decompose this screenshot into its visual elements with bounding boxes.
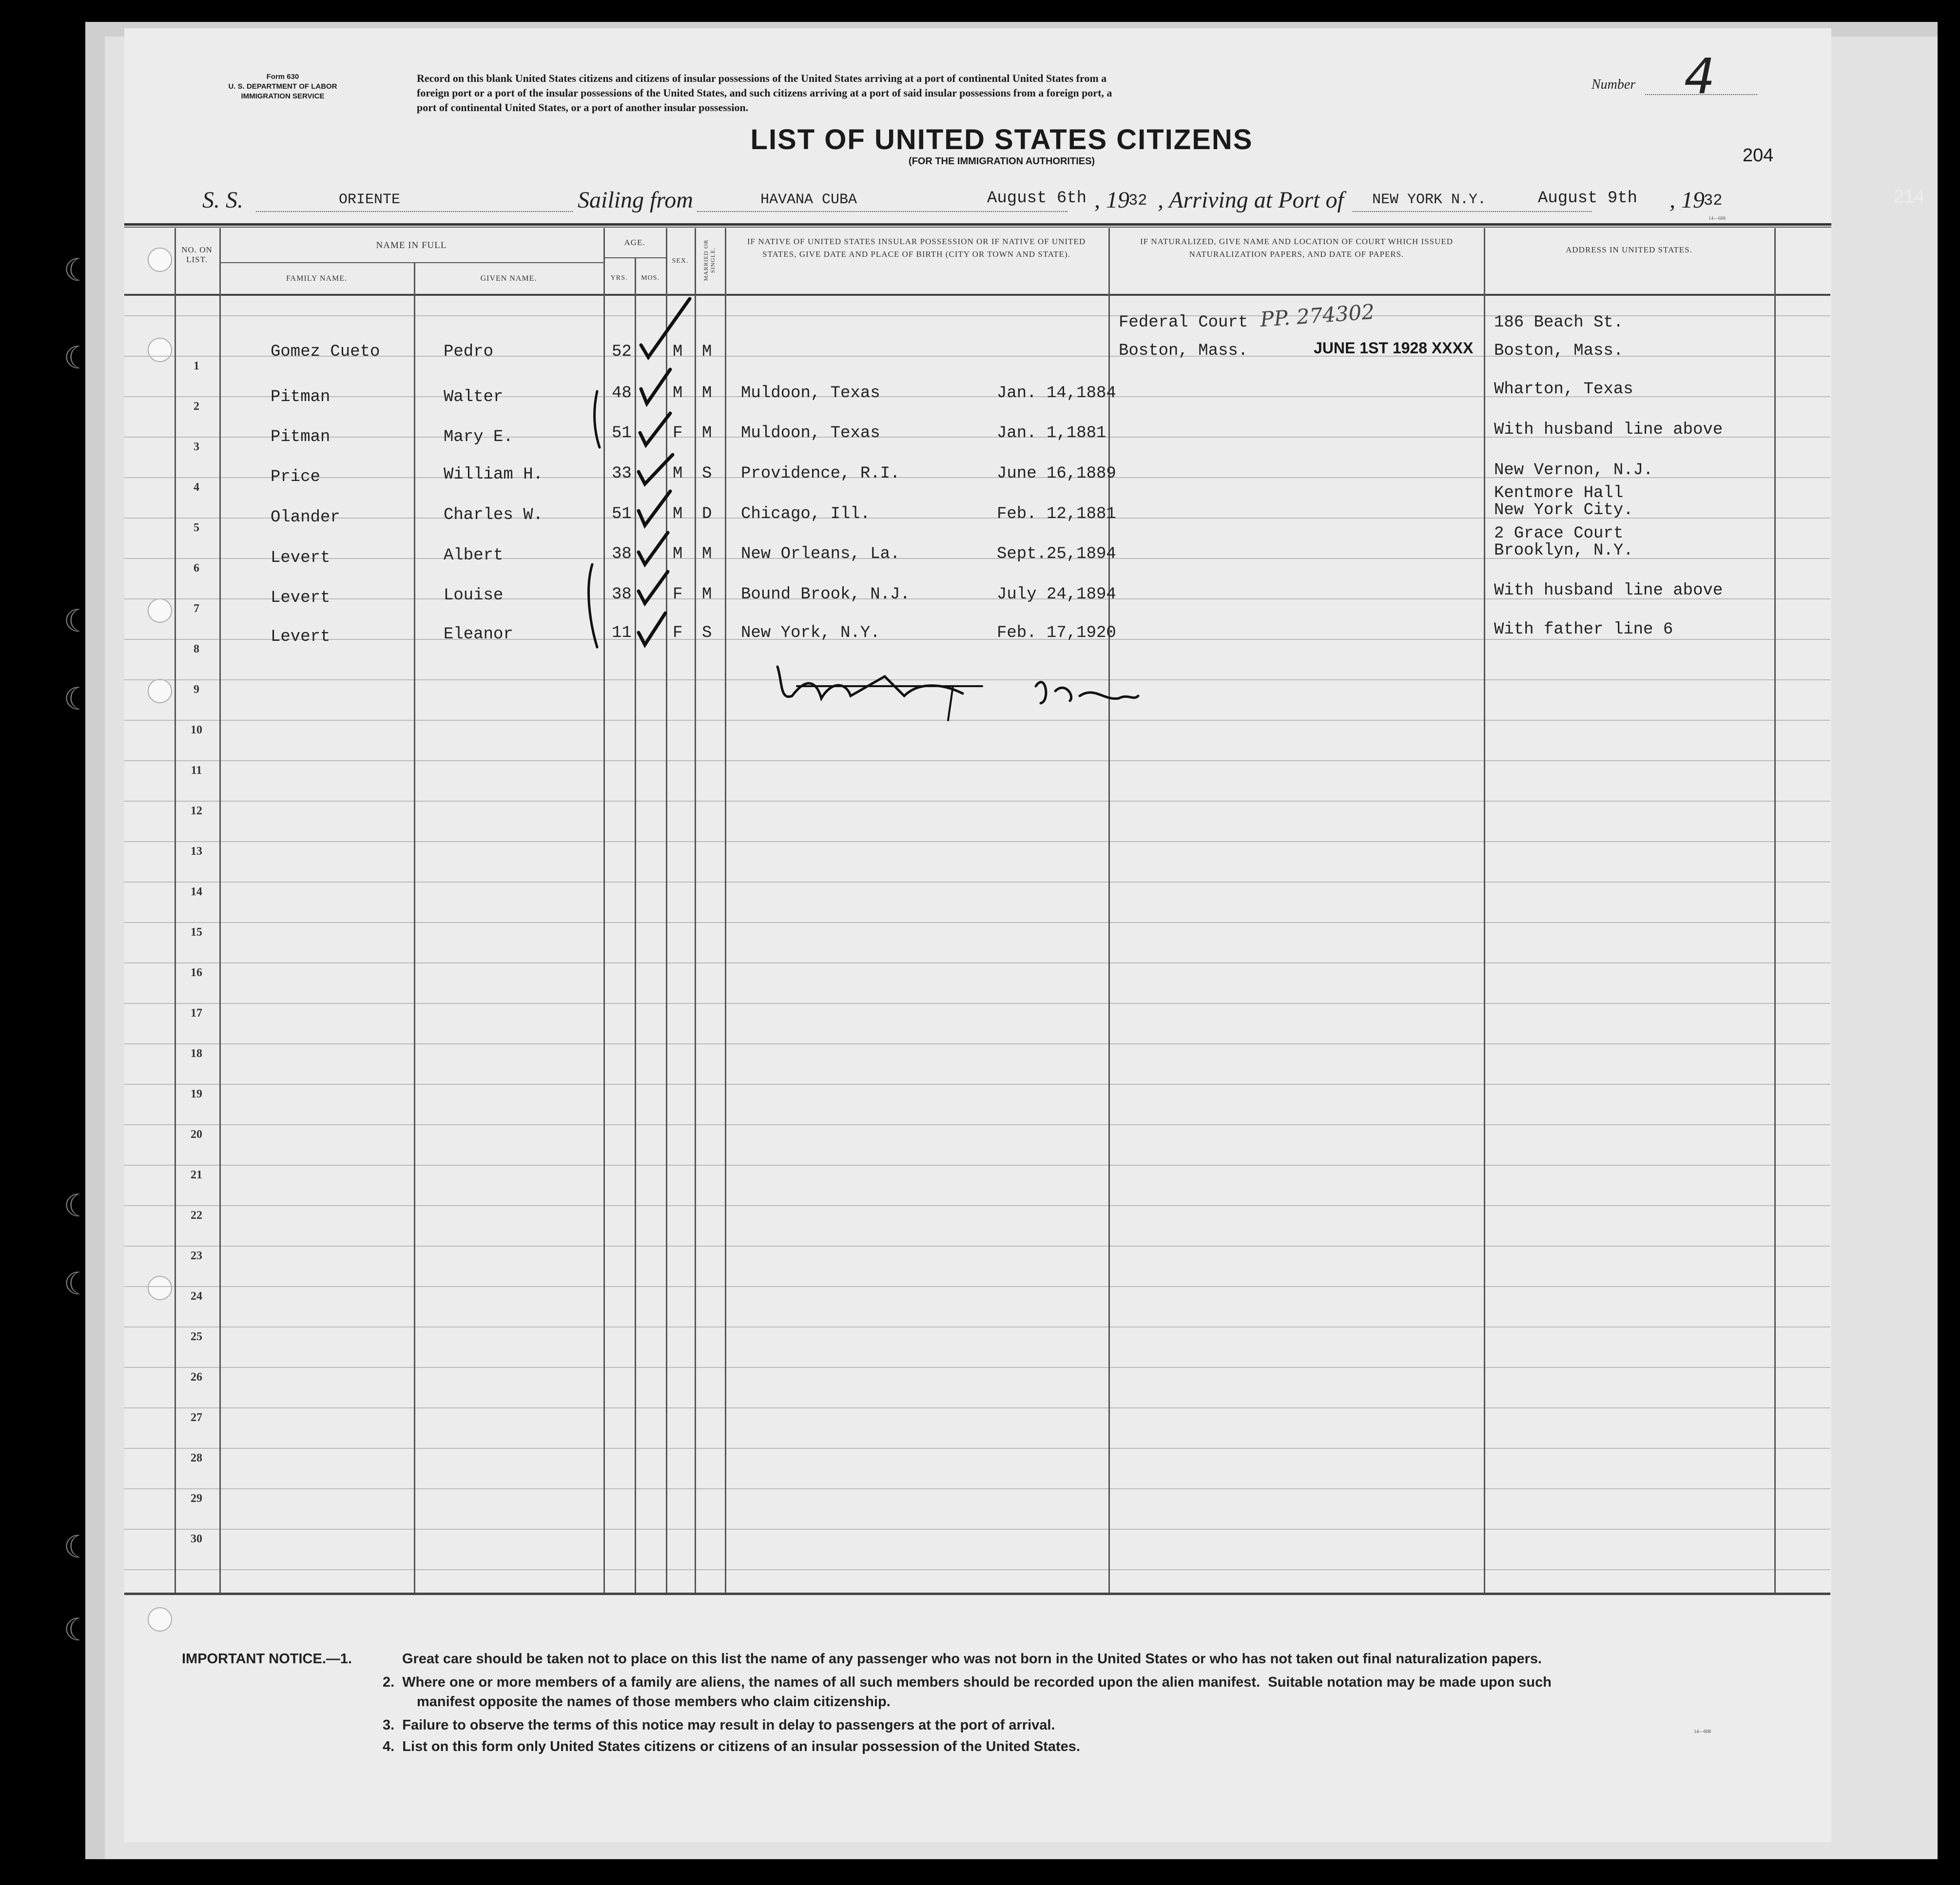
page-number: 204: [1743, 145, 1774, 166]
address-line-1: With husband line above: [1494, 581, 1723, 600]
age-years: 33: [612, 464, 632, 483]
row-rule: [124, 1003, 1830, 1004]
family-name: Levert: [271, 549, 330, 567]
address-line-1: Wharton, Texas: [1494, 380, 1633, 399]
notice-item-2-cont: manifest opposite the names of those members who claim citizenship.: [417, 1694, 891, 1710]
inspector-signature: [777, 667, 963, 698]
line-number: 11: [191, 764, 202, 777]
arriving-year-prefix: , 19: [1669, 187, 1705, 213]
table-bottom-rule: [124, 1593, 1830, 1595]
manifest-page: [63, 28, 1925, 1842]
sex: M: [673, 505, 683, 523]
binder-clip-icon: ☾: [63, 1266, 92, 1302]
family-name: Levert: [271, 589, 330, 607]
line-number: 14: [191, 885, 202, 898]
line-number: 1: [194, 360, 199, 372]
col-address: ADDRESS IN UNITED STATES.: [1566, 245, 1692, 254]
binder-clip-icon: ☾: [63, 1529, 92, 1565]
birth-date: Jan. 14,1884: [997, 384, 1116, 403]
birth-place: Bound Brook, N.J.: [741, 585, 910, 604]
row-rule: [124, 1569, 1830, 1570]
sailing-year: 32: [1128, 192, 1147, 210]
col-mos: MOS.: [641, 274, 660, 282]
given-name: Albert: [444, 546, 504, 565]
bracket-mark-icon: [595, 391, 600, 447]
binder-clip-icon: ☾: [63, 681, 92, 717]
check-mark-icon: [641, 299, 690, 357]
page-title: LIST OF UNITED STATES CITIZENS: [750, 124, 1253, 155]
age-years: 52: [612, 343, 632, 361]
binder-clip-icon: ☾: [63, 603, 92, 639]
age-years: 51: [612, 424, 632, 442]
line-number: 30: [191, 1533, 202, 1545]
row-rule: [124, 1246, 1830, 1247]
department-name: U. S. DEPARTMENT OF LABOR: [228, 82, 337, 91]
sailing-date: August 6th: [987, 189, 1087, 208]
handwriting-overlay: [124, 28, 1831, 759]
check-mark-icon: [640, 413, 670, 445]
naturalization-court: Federal Court: [1119, 313, 1248, 332]
col-yrs: YRS.: [610, 274, 628, 282]
line-number: 3: [194, 441, 199, 453]
naturalization-location: Boston, Mass.: [1119, 342, 1248, 360]
arriving-port: NEW YORK N.Y.: [1372, 192, 1487, 208]
birth-place: Providence, R.I.: [741, 464, 900, 483]
birth-date: Jan. 1,1881: [997, 424, 1106, 442]
age-years: 38: [612, 545, 632, 563]
line-number: 5: [194, 521, 199, 534]
family-name: Price: [271, 468, 321, 486]
sex: M: [673, 384, 683, 403]
birth-date: Feb. 12,1881: [997, 505, 1116, 523]
instructions-line: foreign port or a port of the insular possessions of the United States, and such citizens arriving at a port of said insular possessions from a foreign port, a: [417, 87, 1112, 99]
service-name: IMMIGRATION SERVICE: [241, 92, 325, 100]
line-number: 16: [191, 966, 202, 979]
check-mark-icon: [639, 491, 670, 525]
row-rule: [124, 1407, 1830, 1408]
row-rule: [124, 1205, 1830, 1206]
instructions-line: Record on this blank United States citizens and citizens of insular possessions of the United States arriving at a port of continental United States from a: [417, 72, 1107, 84]
birth-date: July 24,1894: [997, 585, 1116, 604]
number-label: Number: [1591, 77, 1636, 92]
row-rule: [124, 801, 1830, 802]
family-name: Pitman: [271, 388, 330, 406]
line-number: 10: [191, 724, 202, 736]
arriving-label: , Arriving at Port of: [1158, 187, 1344, 213]
marital-status: D: [702, 505, 712, 523]
birth-date: Sept.25,1894: [997, 545, 1116, 563]
given-name: Walter: [444, 388, 504, 406]
sex: M: [673, 343, 683, 361]
sailing-year-prefix: , 19: [1094, 187, 1129, 213]
sailing-label: Sailing from: [578, 187, 693, 213]
row-rule: [124, 962, 1830, 963]
line-number: 4: [194, 481, 199, 494]
line-number: 17: [191, 1007, 202, 1019]
line-number: 7: [194, 602, 199, 615]
sex: F: [673, 424, 683, 442]
birth-place: Chicago, Ill.: [741, 505, 871, 523]
col-married: MARRIED OR SINGLE.: [702, 239, 716, 281]
col-no: NO. ON LIST.: [181, 245, 213, 264]
sex: F: [673, 624, 683, 642]
arriving-year: 32: [1704, 192, 1723, 210]
given-name: Charles W.: [444, 506, 543, 524]
col-birth: IF NATIVE OF UNITED STATES INSULAR POSSESSION OR IF NATIVE OF UNITED STATES, GIVE DATE AND PLACE OF BIRTH (CITY OR TOWN AND STATE).: [747, 237, 1086, 259]
marital-status: M: [702, 545, 712, 563]
notice-item-2: 2. Where one or more members of a family are aliens, the names of all such members should be recorded upon the alien manifest. Suitable notation may be made upon such: [383, 1674, 1552, 1690]
notice-heading: IMPORTANT NOTICE.—1.: [182, 1651, 352, 1667]
row-rule: [124, 760, 1830, 761]
family-name: Pitman: [271, 428, 330, 446]
address-line-1: With husband line above: [1494, 421, 1723, 439]
family-name: Levert: [271, 628, 330, 646]
time-annotation: [1036, 682, 1138, 703]
sex: F: [673, 585, 683, 604]
age-years: 48: [612, 384, 632, 403]
marital-status: M: [702, 384, 712, 403]
address-line-1: New Vernon, N.J.: [1494, 461, 1653, 480]
check-mark-icon: [641, 369, 670, 404]
bracket-mark-icon: [589, 564, 597, 647]
binder-hole: [148, 1607, 172, 1632]
line-number: 21: [191, 1169, 202, 1181]
row-rule: [124, 1286, 1830, 1287]
line-number: 22: [191, 1209, 202, 1222]
arriving-date: August 9th: [1538, 189, 1638, 208]
notice-item-3: 3. Failure to observe the terms of this notice may result in delay to passengers at the port of arrival.: [383, 1717, 1055, 1733]
page-subtitle: (FOR THE IMMIGRATION AUTHORITIES): [908, 156, 1095, 167]
birth-place: New York, N.Y.: [741, 624, 880, 642]
line-number: 2: [194, 400, 199, 413]
line-number: 27: [191, 1411, 202, 1424]
print-code-top: 14—608: [1708, 216, 1726, 221]
row-rule: [124, 882, 1830, 883]
family-name: Gomez Cueto: [271, 343, 380, 361]
instructions-line: port of continental United States, or a port of another insular possession.: [417, 101, 749, 114]
given-name: Pedro: [444, 343, 494, 361]
birth-place: Muldoon, Texas: [741, 384, 880, 403]
row-rule: [124, 1529, 1830, 1530]
marital-status: S: [702, 624, 712, 642]
col-naturalization: IF NATURALIZED, GIVE NAME AND LOCATION OF COURT WHICH ISSUED NATURALIZATION PAPERS, AND DATE OF PAPERS.: [1140, 237, 1453, 259]
given-name: William H.: [444, 465, 543, 484]
address-line-2: Boston, Mass.: [1494, 342, 1624, 360]
check-mark-icon: [639, 533, 668, 564]
line-number: 15: [191, 926, 202, 939]
col-given: GIVEN NAME.: [480, 274, 537, 283]
binder-clip-icon: ☾: [63, 340, 92, 376]
row-rule: [124, 1367, 1830, 1368]
age-years: 51: [612, 505, 632, 523]
age-years: 38: [612, 585, 632, 604]
col-sex: SEX.: [672, 257, 689, 265]
address-line-0: 2 Grace Court: [1494, 524, 1624, 543]
address-line-1: New York City.: [1494, 501, 1633, 519]
row-rule: [124, 1084, 1830, 1085]
line-number: 23: [191, 1250, 202, 1262]
sex: M: [673, 464, 683, 483]
row-rule: [124, 922, 1830, 923]
line-number: 29: [191, 1492, 202, 1505]
line-number: 25: [191, 1330, 202, 1343]
marital-status: M: [702, 424, 712, 442]
line-number: 6: [194, 562, 199, 575]
check-mark-icon: [639, 572, 668, 603]
address-line-1: Brooklyn, N.Y.: [1494, 541, 1633, 560]
marital-status: S: [702, 464, 712, 483]
line-number: 24: [191, 1290, 202, 1303]
birth-place: Muldoon, Texas: [741, 424, 880, 442]
line-number: 18: [191, 1047, 202, 1060]
ship-name: ORIENTE: [339, 192, 401, 208]
page-number-alt: 214: [1894, 187, 1925, 207]
row-rule: [124, 1124, 1830, 1125]
check-mark-icon: [639, 455, 673, 484]
col-age: AGE.: [624, 238, 645, 247]
line-number: 8: [194, 643, 199, 655]
row-rule: [124, 1165, 1830, 1166]
given-name: Eleanor: [444, 625, 513, 644]
marital-status: M: [702, 585, 712, 604]
naturalization-date: JUNE 1ST 1928 XXXX: [1314, 339, 1474, 357]
row-rule: [124, 1448, 1830, 1449]
col-name-group: NAME IN FULL: [376, 240, 447, 250]
given-name: Mary E.: [444, 428, 513, 446]
binder-hole: [148, 1276, 172, 1300]
list-number: 4: [1684, 48, 1715, 105]
family-name: Olander: [271, 508, 340, 527]
line-number: 19: [191, 1088, 202, 1100]
birth-place: New Orleans, La.: [741, 545, 900, 563]
address-line-1: With father line 6: [1494, 620, 1673, 639]
line-number: 20: [191, 1128, 202, 1141]
line-number: 13: [191, 845, 202, 858]
check-mark-icon: [639, 613, 665, 645]
binder-clip-icon: ☾: [63, 252, 92, 289]
marital-status: M: [702, 343, 712, 361]
row-rule: [124, 1488, 1830, 1489]
address-line-0: Kentmore Hall: [1494, 484, 1624, 502]
notice-item-1: Great care should be taken not to place on this list the name of any passenger who was not born in the United States or who has not taken out final naturalization papers.: [402, 1651, 1542, 1667]
print-code: 14—608: [1694, 1729, 1711, 1734]
row-rule: [124, 1043, 1830, 1044]
address-line-1: 186 Beach St.: [1494, 313, 1624, 332]
form-number: Form 630: [266, 73, 299, 81]
binder-clip-icon: ☾: [63, 1612, 92, 1648]
ss-label: S. S.: [202, 187, 243, 213]
naturalization-note: PP. 274302: [1259, 299, 1376, 332]
notice-item-4: 4. List on this form only United States citizens or citizens of an insular possession of the United States.: [383, 1739, 1080, 1754]
line-number: 28: [191, 1452, 202, 1464]
row-rule: [124, 841, 1830, 842]
age-years: 11: [612, 624, 632, 642]
birth-date: Feb. 17,1920: [997, 624, 1116, 642]
birth-date: June 16,1889: [997, 464, 1116, 483]
sailing-port: HAVANA CUBA: [760, 192, 857, 208]
binder-clip-icon: ☾: [63, 1188, 92, 1224]
line-number: 26: [191, 1371, 202, 1384]
line-number: 12: [191, 805, 202, 817]
given-name: Louise: [444, 586, 504, 605]
line-number: 9: [194, 683, 199, 696]
inspector-signature: [948, 686, 953, 720]
sex: M: [673, 545, 683, 563]
col-family: FAMILY NAME.: [286, 274, 348, 283]
